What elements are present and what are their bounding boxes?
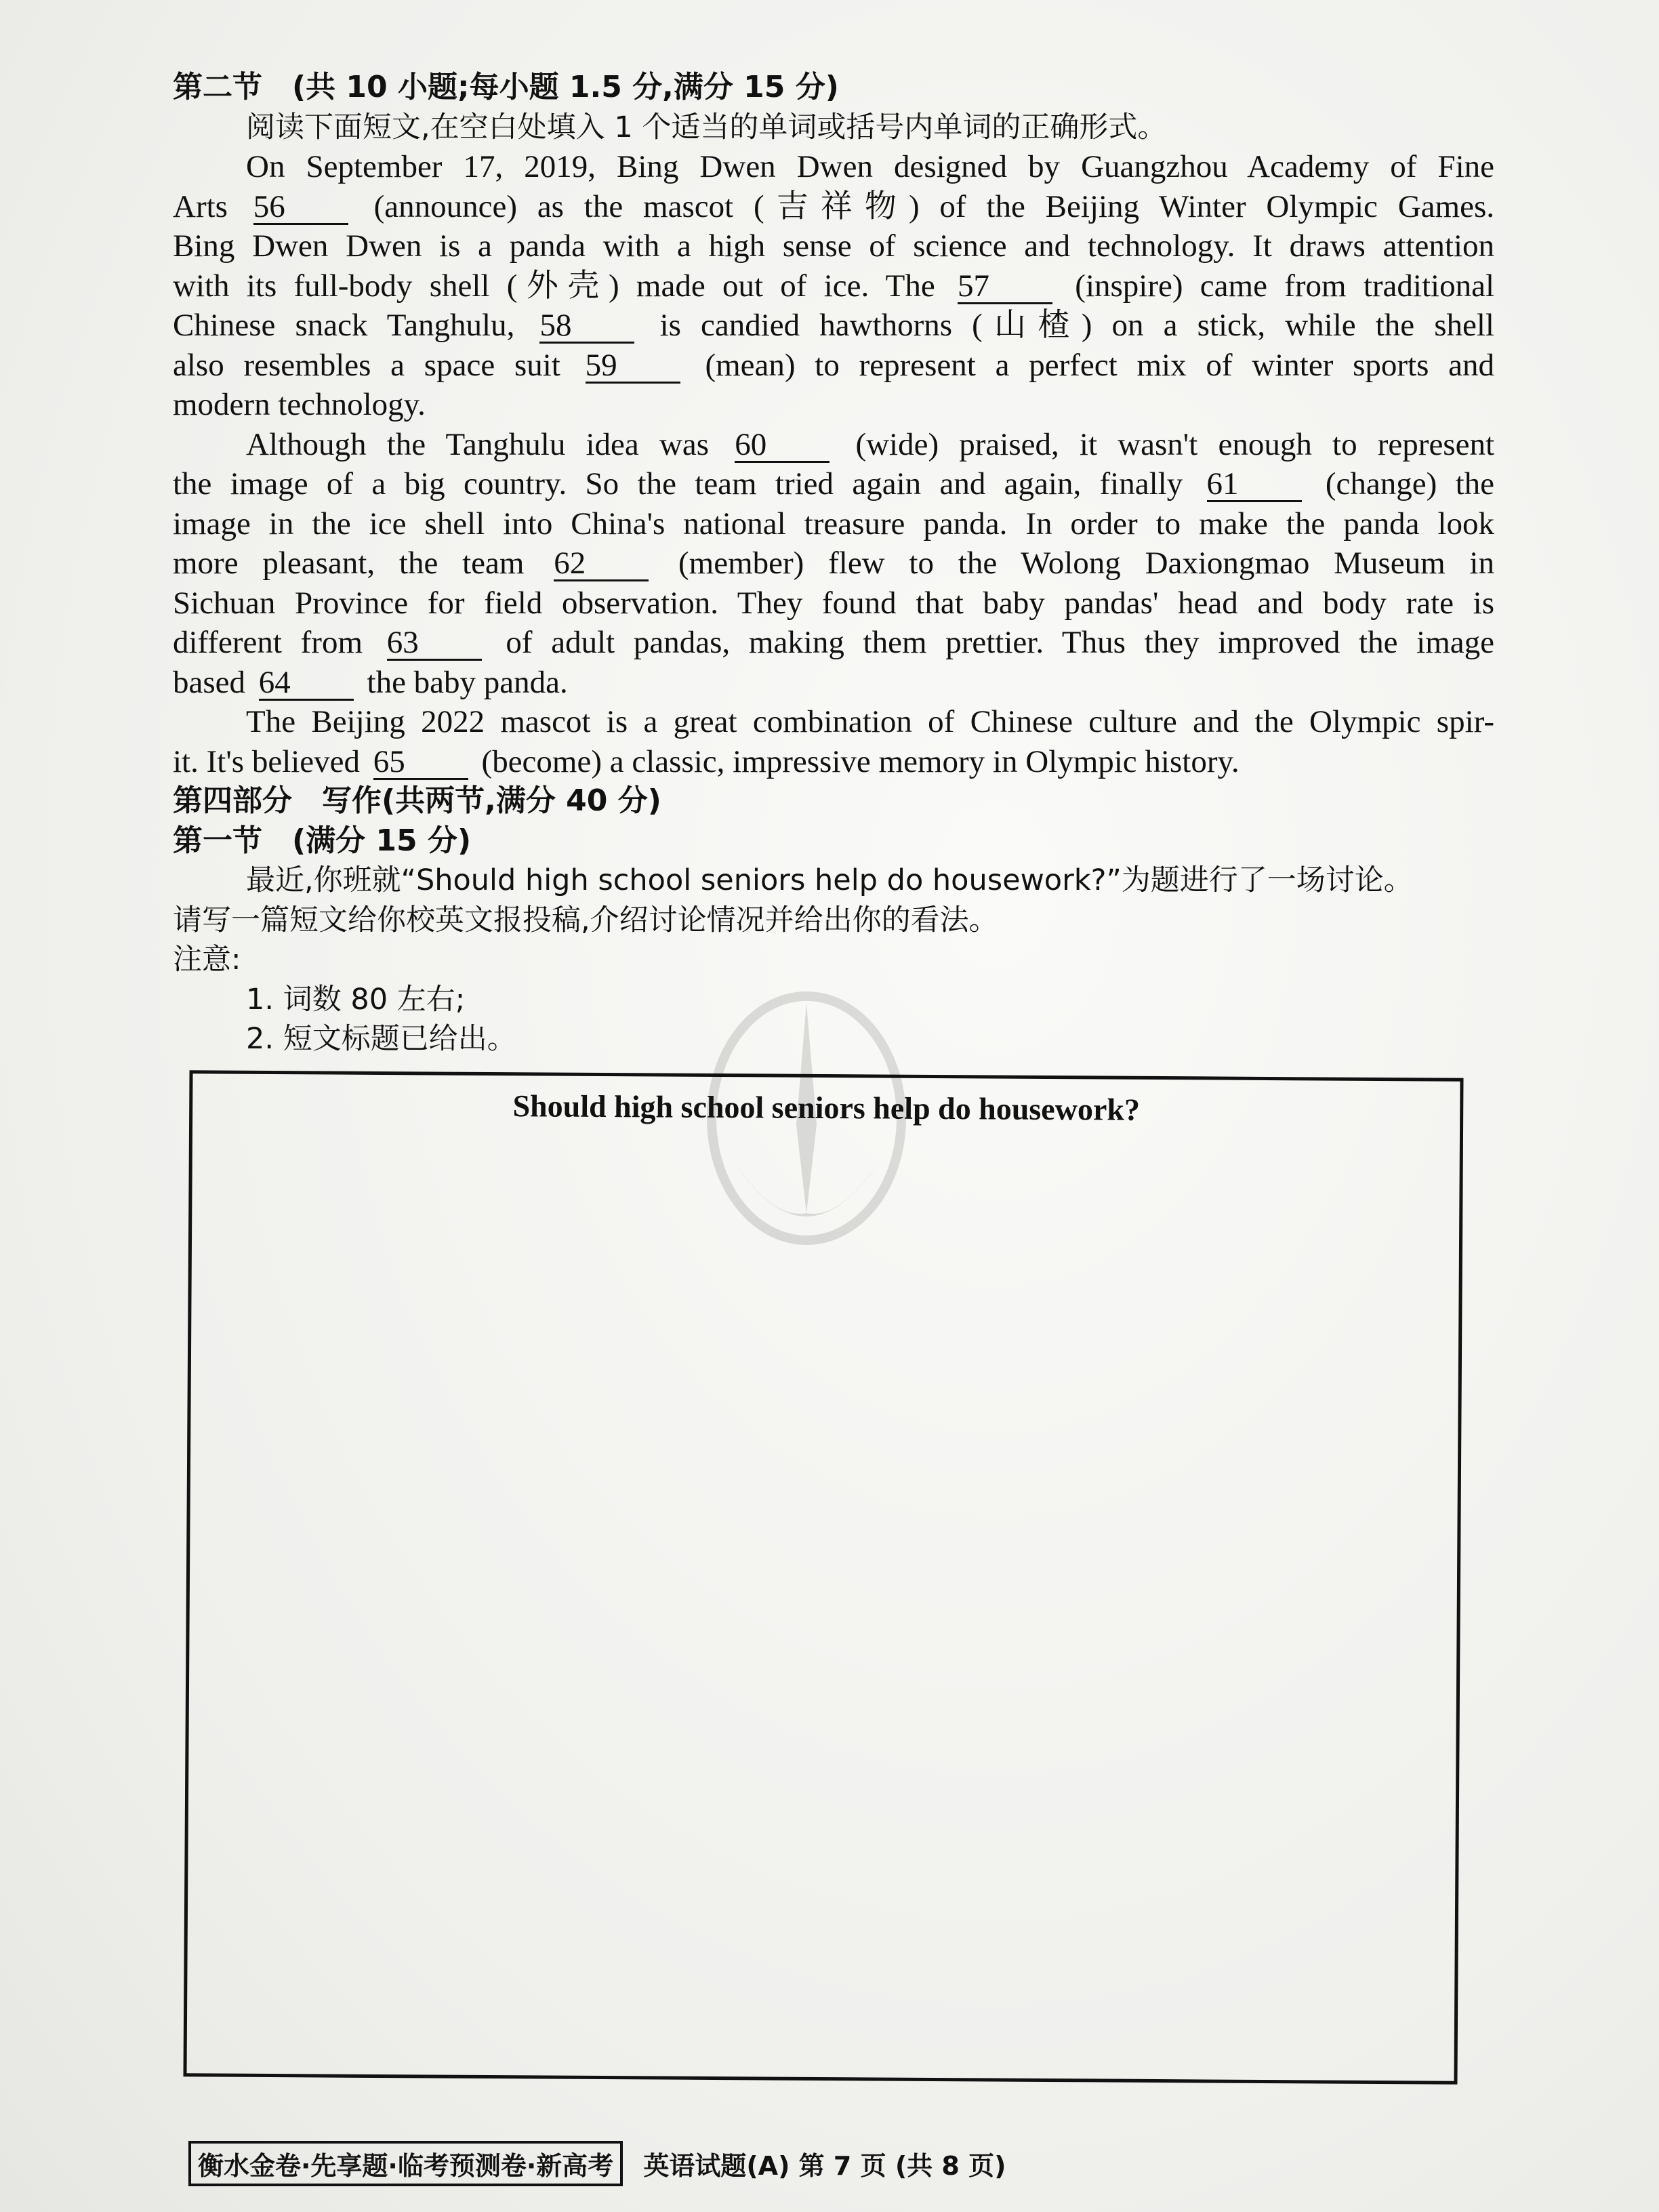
passage-text: Chinese snack Tanghulu,	[173, 308, 515, 343]
passage-text: Sichuan Province for field observation. They found that baby pandas' head and body rate is	[173, 585, 1494, 621]
passage-text: The Beijing 2022 mascot is a great combination of Chinese culture and the Olympic spir-	[246, 704, 1494, 739]
passage-line	[173, 504, 1494, 544]
passage-text: the baby panda.	[367, 664, 568, 700]
blank-61[interactable]: 61	[1207, 468, 1302, 502]
passage-text: (announce) as the mascot (吉祥物) of the Beijing Winter Olympic Games.	[373, 188, 1495, 224]
passage-text: (change) the	[1325, 466, 1495, 501]
passage-text: image in the ice shell into China's national treasure panda. In order to make the panda look	[173, 506, 1494, 541]
publisher-brand: 衡水金卷·先享题·临考预测卷·新高考	[188, 2141, 623, 2186]
passage-text: (become) a classic, impressive memory in Olympic history.	[481, 743, 1240, 779]
passage-line	[173, 544, 1494, 583]
passage-text: Although the Tanghulu idea was	[246, 426, 710, 462]
passage-line	[173, 187, 1494, 227]
passage-line	[173, 425, 1494, 465]
passage-line	[173, 464, 1494, 504]
cloze-passage	[173, 147, 1494, 781]
page-number-info: 英语试题(A) 第 7 页 (共 8 页)	[643, 2150, 1006, 2181]
passage-text: (inspire) came from traditional	[1075, 268, 1495, 304]
passage-line	[173, 623, 1494, 663]
writing-prompt-line2: 请写一篇短文给你校英文报投稿,介绍讨论情况并给出你的看法。	[173, 903, 998, 937]
passage-line	[173, 306, 1494, 346]
notes-label: 注意:	[173, 943, 241, 977]
blank-59[interactable]: 59	[586, 349, 680, 384]
passage-text: modern technology.	[173, 387, 426, 422]
passage-line	[173, 583, 1494, 623]
part4-heading: 第四部分 写作(共两节,满分 40 分)	[173, 783, 661, 818]
passage-line	[173, 147, 1494, 187]
passage-line	[173, 663, 1494, 703]
blank-62[interactable]: 62	[554, 547, 649, 581]
exam-content	[173, 68, 1494, 1059]
passage-line	[173, 346, 1494, 386]
passage-line	[173, 385, 1494, 425]
blank-65[interactable]: 65	[373, 745, 468, 780]
part4-section1-heading: 第一节 (满分 15 分)	[173, 823, 472, 858]
passage-text: with its full-body shell (外壳) made out of ice. The	[173, 268, 935, 304]
passage-line	[173, 702, 1494, 742]
essay-title: Should high school seniors help do housework?	[512, 1088, 1141, 1127]
passage-line	[173, 742, 1494, 782]
page-footer	[188, 2143, 1006, 2184]
passage-text: different from	[173, 625, 363, 660]
blank-64[interactable]: 64	[259, 666, 354, 701]
passage-text: (wide) praised, it wasn't enough to represent	[855, 426, 1495, 462]
blank-57[interactable]: 57	[958, 270, 1052, 304]
passage-text: Bing Dwen Dwen is a panda with a high sense of science and technology. It draws attention	[173, 228, 1494, 264]
passage-text: Arts	[173, 188, 228, 224]
passage-text: is candied hawthorns (山楂) on a stick, while the shell	[659, 308, 1494, 343]
blank-60[interactable]: 60	[735, 428, 830, 463]
passage-line	[173, 226, 1494, 266]
passage-line	[173, 266, 1494, 306]
note-item: 2. 短文标题已给出。	[246, 1022, 516, 1056]
passage-text: based	[173, 664, 246, 700]
section2-instruction: 阅读下面短文,在空白处填入 1 个适当的单词或括号内单词的正确形式。	[246, 110, 1167, 144]
passage-text: also resembles a space suit	[173, 347, 560, 383]
passage-text: the image of a big country. So the team tried again and again, finally	[173, 466, 1183, 501]
blank-63[interactable]: 63	[387, 626, 482, 661]
passage-text: more pleasant, the team	[173, 546, 525, 581]
passage-text: (mean) to represent a perfect mix of winter sports and	[705, 347, 1495, 383]
passage-text: (member) flew to the Wolong Daxiongmao Museum in	[678, 546, 1494, 581]
section2-heading: 第二节 (共 10 小题;每小题 1.5 分,满分 15 分)	[173, 70, 839, 104]
blank-56[interactable]: 56	[253, 190, 348, 225]
passage-text: On September 17, 2019, Bing Dwen Dwen designed by Guangzhou Academy of Fine	[246, 149, 1494, 184]
passage-text: of adult pandas, making them prettier. Thus they improved the image	[506, 625, 1495, 660]
passage-text: it. It's believed	[173, 743, 361, 779]
answer-writing-box[interactable]	[183, 1070, 1463, 2084]
blank-58[interactable]: 58	[539, 309, 634, 344]
writing-prompt-line1: 最近,你班就“Should high school seniors help do housework?”为题进行了一场讨论。	[246, 863, 1413, 897]
note-item: 1. 词数 80 左右;	[246, 982, 466, 1017]
